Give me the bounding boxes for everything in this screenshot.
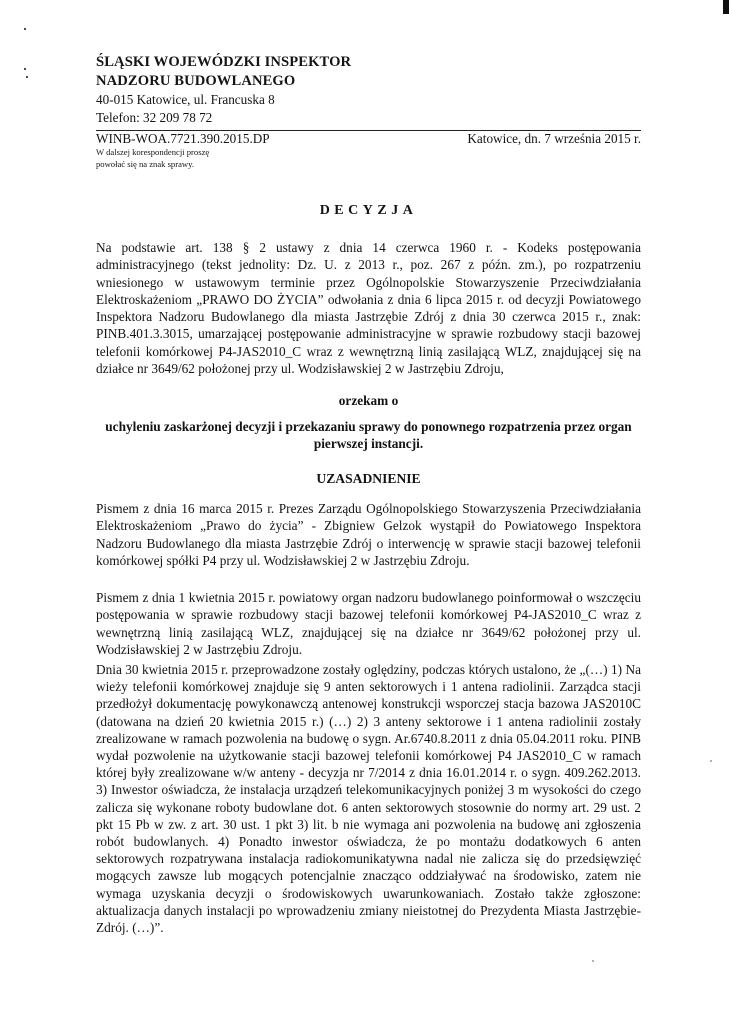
ruling-decision: uchyleniu zaskarżonej decyzji i przekazaniu sprawy do ponownego rozpatrzenia przez organ pierwszej instancji. bbox=[105, 419, 632, 451]
document-title: DECYZJA bbox=[319, 203, 418, 218]
justification-title: UZASADNIENIE bbox=[316, 471, 421, 486]
legal-basis-paragraph: Na podstawie art. 138 § 2 ustawy z dnia 14 czerwca 1960 r. - Kodeks postępowania administracyjnego (tekst jednolity: Dz. U. z 2013 r., poz. 267 z późn. zm.), po rozpatrzeniu wniesionego w ustawowym terminie przez Ogólnopolskie Stowarzyszenie Przeciwdziałania Elektroskażeniom „PRAWO DO ŻYCIA” odwołania z dnia 6 lipca 2015 r. od decyzji Powiatowego Inspektora Nadzoru Budowlanego dla miasta Jastrzębie Zdrój z dnia 30 czerwca 2015 r., znak: PINB.401.3.3015, umarzającej postępowanie administracyjne w sprawie rozbudowy stacji bazowej telefonii komórkowej P4-JAS2010_C wraz z wewnętrzną linią zasilającą WLZ, znajdującej się na działce nr 3649/62 położonej przy ul. Wodzisławskiej 2 w Jastrzębiu Zdroju, bbox=[96, 240, 641, 377]
scan-speck bbox=[24, 28, 26, 30]
scan-speck bbox=[710, 760, 712, 762]
justification-paragraph: Dnia 30 kwietnia 2015 r. przeprowadzone zostały oględziny, podczas których ustalono, że „(…) 1) Na wieży telefonii komórkowej znajduje się 9 anten sektorowych i 1 antena radiolinii. Zarządca stacji przedłożył dokumentację powykonawczą antenowej konstrukcji wsporczej stacja bazowa JAS2010C (datowana na dzień 20 kwietnia 2015 r.) (…) 2) 3 anteny sektorowe i 1 antena radiolinii zostały zrealizowane w ramach pozwolenia na budowę o sygn. Ar.6740.8.2011 z dnia 05.04.2011 roku. PINB wydał pozwolenie na użytkowanie stacji bazowej telefonii komórkowej P4 JAS2010_C w ramach której były zrealizowane w/w anteny - decyzja nr 7/2014 z dnia 16.01.2014 r. o sygn. 409.262.2013. 3) Inwestor oświadcza, że instalacja urządzeń telekomunikacyjnych poniżej 3 m wysokości do czego zalicza się wykonane roboty budowlane dot. 6 anten sektorowych stosownie do normy art. 29 ust. 2 pkt 15 Pb w zw. z art. 30 ust. 1 pkt 3) lit. b nie wymaga ani pozwolenia na budowę ani zgłoszenia robót budowlanych. 4) Ponadto inwestor oświadcza, że po montażu dodatkowych 6 anten sektorowych rozpatrywana instalacja radiokomunikatywna nadal nie zalicza się do przedsięwzięć mogących zawsze lub mogących potencjalnie znacząco oddziaływać na środowisko, zatem nie wymaga uzyskania decyzji o środowiskowych uwarunkowaniach. Zostało także zgłoszone: aktualizacja danych instalacji po wprowadzeniu zmiany nieistotnej do Prezydenta Miasta Jastrzębie-Zdrój. (…)”. bbox=[96, 662, 641, 936]
reference-note-line1: W dalszej korespondencji proszę bbox=[96, 147, 210, 157]
scan-speck bbox=[592, 960, 594, 962]
institution-name-line2: NADZORU BUDOWLANEGO bbox=[96, 73, 296, 89]
reference-note-line2: powołać się na znak sprawy. bbox=[96, 159, 194, 169]
scan-edge-mark bbox=[723, 0, 729, 14]
institution-address: 40-015 Katowice, ul. Francuska 8 bbox=[96, 92, 275, 107]
justification-paragraph: Pismem z dnia 16 marca 2015 r. Prezes Zarządu Ogólnopolskiego Stowarzyszenia Przeciwdziałania Elektroskażeniom „Prawo do życia” - Zbigniew Gelzok wystąpił do Powiatowego Inspektora Nadzoru Budowlanego dla miasta Jastrzębie Zdrój o interwencję w sprawie stacji bazowej telefonii komórkowej spółki P4 przy ul. Wodzisławskiej 2 w Jastrzębiu Zdroju. bbox=[96, 501, 641, 568]
place-and-date: Katowice, dn. 7 września 2015 r. bbox=[467, 131, 641, 146]
ruling-intro: orzekam o bbox=[338, 393, 399, 408]
reference-row bbox=[96, 130, 641, 146]
justification-paragraph: Pismem z dnia 1 kwietnia 2015 r. powiatowy organ nadzoru budowlanego poinformował o wszczęciu postępowania w sprawie rozbudowy stacji bazowej telefonii komórkowej P4-JAS2010_C wraz z wewnętrzną linią zasilającą WLZ, znajdującej się na działce nr 3649/62 położonej przy ul. Wodzisławskiej 2 w Jastrzębiu Zdroju. bbox=[96, 590, 641, 657]
case-reference-number: WINB-WOA.7721.390.2015.DP bbox=[96, 131, 270, 146]
institution-phone: Telefon: 32 209 78 72 bbox=[96, 110, 213, 125]
scan-speck bbox=[24, 68, 26, 70]
scan-speck bbox=[26, 76, 28, 78]
letterhead bbox=[96, 53, 641, 170]
institution-name-line1: ŚLĄSKI WOJEWÓDZKI INSPEKTOR bbox=[96, 54, 352, 70]
